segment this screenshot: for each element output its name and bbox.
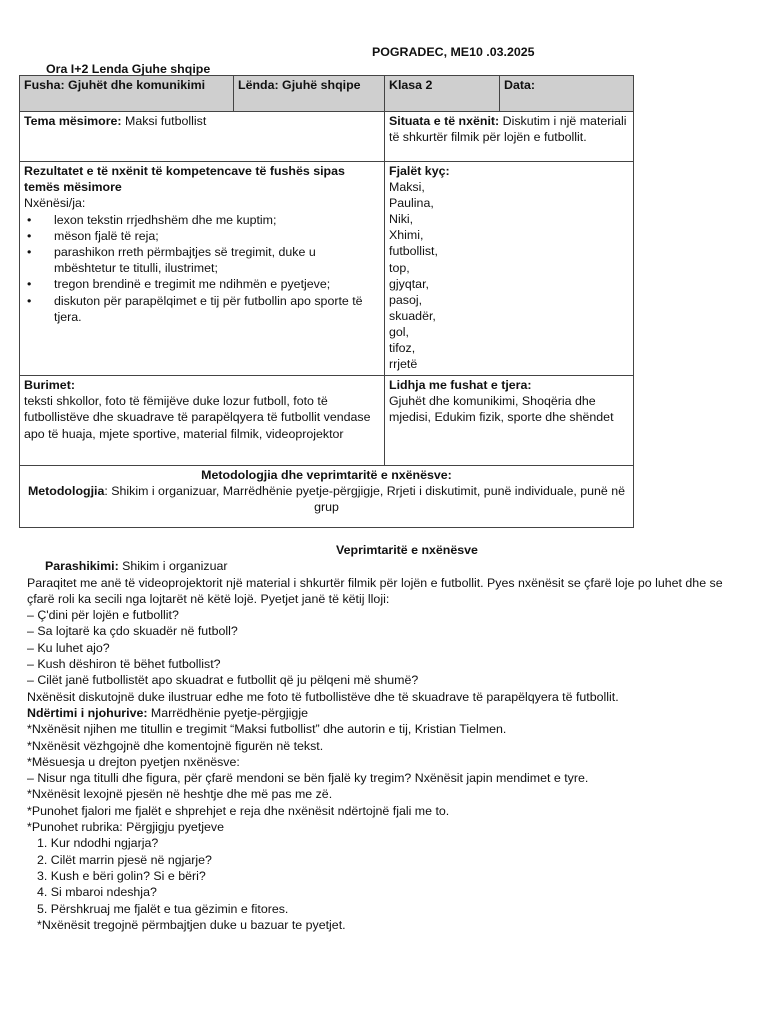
keyword: gjyqtar, (389, 276, 429, 291)
keyword: futbollist, (389, 244, 438, 259)
list-item: 1. Kur ndodhi ngjarja? (37, 836, 159, 851)
ndertimi-heading: Ndërtimi i njohurive: Marrëdhënie pyetje-përgjigje (27, 705, 308, 720)
list-item: – Ku luhet ajo? (27, 640, 110, 655)
step: *Nxënësit lexojnë pjesën në heshtje dhe më pas me zë. (27, 787, 333, 802)
lesson-plan-table (19, 75, 634, 528)
cell-klasa: Klasa 2 (385, 76, 500, 112)
cell-tema: Tema mësimore: Maksi futbollist (20, 112, 385, 162)
keyword: pasoj, (389, 292, 423, 307)
cell-metodologjia: Metodologjia dhe veprimtaritë e nxënësve: Metodologjia: Shikim i organizuar, Marrëdhënie pyetje-përgjigje, Rrjeti i diskutimit, punë individuale, punë në grup (20, 466, 634, 528)
keyword: Maksi, (389, 180, 425, 195)
results-list (24, 212, 380, 325)
activities-section (27, 542, 747, 933)
keyword: Niki, (389, 212, 414, 227)
keyword: gol, (389, 324, 409, 339)
cell-burimet: Burimet: teksti shkollor, foto të fëmijëve duke lozur futboll, foto të futbollistëve dhe skuadrave të parapëlqyera të futbollit vendase apo të huaja, mjete sportive, material filmik, videoprojektor (20, 376, 385, 466)
step: *Nxënësit vëzhgojnë dhe komentojnë figurën në tekst. (27, 738, 324, 753)
paragraph: Paraqitet me anë të videoprojektorit një material i shkurtër filmik për lojën e futbollit. Pyes nxënësit se çfarë loje po luhet dhe se çfarë roli ka secili nga lojtarët në këtë lojë. Pyetjet janë të këtij lloji: (27, 575, 723, 606)
numbered-questions (27, 835, 747, 916)
list-item: • lexon tekstin rrjedhshëm dhe me kuptim; (24, 212, 380, 228)
keyword: top, (389, 260, 410, 275)
table-row-burimet (20, 376, 634, 466)
step: *Punohet fjalori me fjalët e shprehjet e reja dhe nxënësit ndërtojnë fjali me to. (27, 803, 450, 818)
table-header-row (20, 76, 634, 112)
list-item: – Kush dëshiron të bëhet futbollist? (27, 657, 221, 672)
cell-rezultatet: Rezultatet e të nxënit të kompetencave të fushës sipas temës mësimore Nxënësi/ja: • lexon tekstin rrjedhshëm dhe me kuptim; • mëson fjalë të reja; • parashikon rreth përmbajtjes së tregimit, duke u mbështetur te titulli, ilustrimet; • tregon brendinë e tregimit me ndihmën e pyetjeve; • diskuton për parapëlqimet e tij për futbollin apo sporte të tjera. (20, 162, 385, 376)
step: *Nxënësit njihen me titullin e tregimit “Maksi futbollist” dhe autorin e tij, Kristian Tielmen. (27, 722, 507, 737)
cell-fusha: Fusha: Gjuhët dhe komunikimi (20, 76, 234, 112)
list-item: 5. Përshkruaj me fjalët e tua gëzimin e fitores. (37, 901, 289, 916)
list-item: 2. Cilët marrin pjesë në ngjarje? (37, 852, 212, 867)
closing-step: *Nxënësit tregojnë përmbajtjen duke u bazuar te pyetjet. (37, 917, 346, 932)
step: *Punohet rubrika: Përgjigju pyetjeve (27, 820, 224, 835)
keyword: skuadër, (389, 308, 436, 323)
list-item: – Sa lojtarë ka çdo skuadër në futboll? (27, 624, 238, 639)
keyword: Paulina, (389, 196, 434, 211)
cell-situata: Situata e të nxënit: Diskutim i një materiali të shkurtër filmik për lojën e futbollit. (385, 112, 634, 162)
lesson-hours: Ora I+2 Lenda Gjuhe shqipe (46, 62, 211, 76)
keyword: rrjetë (389, 357, 418, 372)
list-item: – Ç'dini për lojën e futbollit? (27, 608, 179, 623)
question-list (27, 607, 747, 688)
step: *Mësuesja u drejton pyetjen nxënësve: (27, 754, 240, 769)
list-item: • diskuton për parapëlqimet e tij për futbollin apo sporte të tjera. (24, 293, 380, 325)
table-row-metodologjia (20, 466, 634, 528)
table-row-rezultatet (20, 162, 634, 376)
list-item: 3. Kush e bëri golin? Si e bëri? (37, 868, 206, 883)
keyword: Xhimi, (389, 228, 424, 243)
cell-lenda: Lënda: Gjuhë shqipe (234, 76, 385, 112)
parashikimi-heading: Parashikimi: Shikim i organizuar (45, 559, 228, 574)
cell-data: Data: (500, 76, 634, 112)
step: – Nisur nga titulli dhe figura, për çfarë mendoni se bën fjalë ky tregim? Nxënësit japin mendimet e tyre. (27, 771, 589, 786)
table-row-tema (20, 112, 634, 162)
list-item: • tregon brendinë e tregimit me ndihmën e pyetjeve; (24, 276, 380, 292)
list-item: 4. Si mbaroi ndeshja? (37, 885, 157, 900)
document-date: POGRADEC, ME10 .03.2025 (372, 45, 535, 59)
keyword: tifoz, (389, 341, 416, 356)
section-title: Veprimtaritë e nxënësve (336, 543, 478, 557)
list-item: • parashikon rreth përmbajtjes së tregimit, duke u mbështetur te titulli, ilustrimet; (24, 244, 380, 276)
list-item: – Cilët janë futbollistët apo skuadrat e futbollit që ju pëlqeni më shumë? (27, 673, 419, 688)
cell-lidhja: Lidhja me fushat e tjera: Gjuhët dhe komunikimi, Shoqëria dhe mjedisi, Edukim fizik, sporte dhe shëndet (385, 376, 634, 466)
list-item: • mëson fjalë të reja; (24, 228, 380, 244)
cell-fjalet: Fjalët kyç: Maksi, Paulina, Niki, Xhimi, futbollist, top, gjyqtar, pasoj, skuadër, gol, tifoz, rrjetë (385, 162, 634, 376)
paragraph: Nxënësit diskutojnë duke ilustruar edhe me foto të futbollistëve dhe të skuadrave të parapëlqyera të futbollit. (27, 689, 619, 704)
